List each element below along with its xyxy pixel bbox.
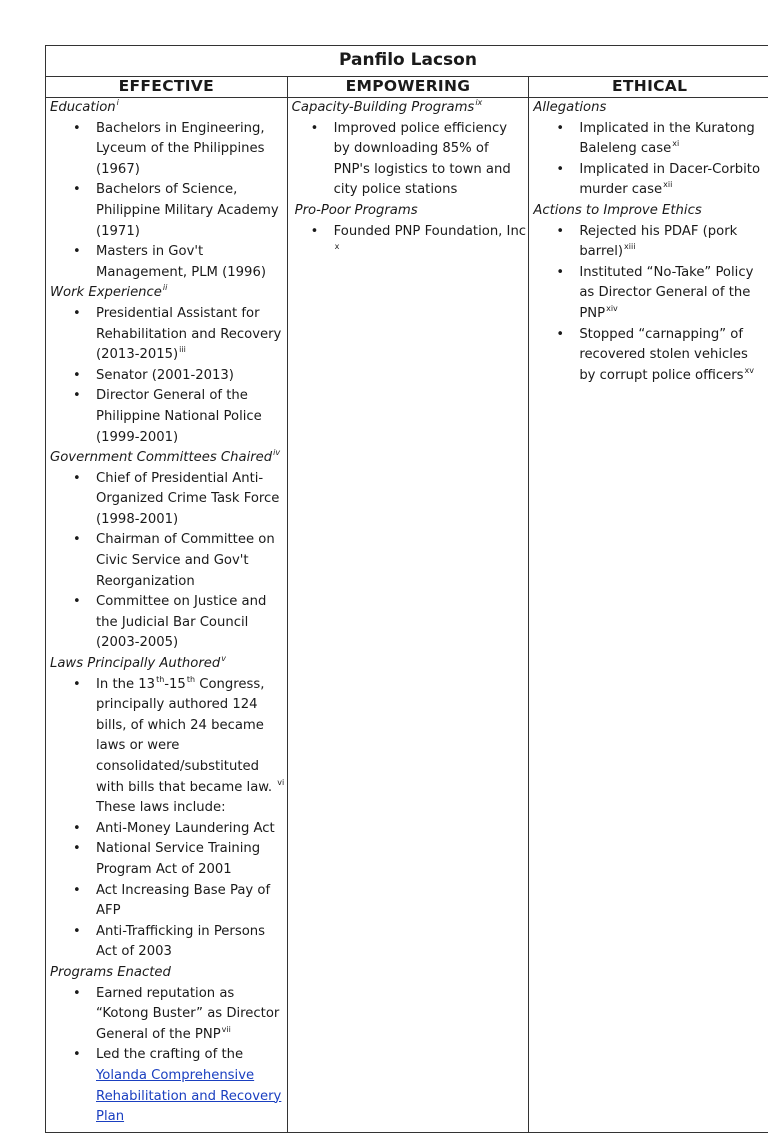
list-item: • Bachelors of Science, Philippine Military Academy (1971) bbox=[96, 180, 285, 242]
list-item-text: Presidential Assistant for Rehabilitation and Recovery (2013-2015) bbox=[96, 306, 281, 362]
list-item bbox=[96, 984, 285, 1046]
text-run: In the 13 bbox=[96, 677, 155, 692]
list-item: • Bachelors in Engineering, Lyceum of the Philippines (1967) bbox=[96, 119, 285, 181]
list-item: • Committee on Justice and the Judicial Bar Council (2003-2005) bbox=[96, 592, 285, 654]
section-actions-ethics: Actions to Improve Ethics bbox=[533, 201, 768, 222]
list-item bbox=[334, 222, 527, 263]
list-item: • Chief of Presidential Anti-Organized Crime Task Force (1998-2001) bbox=[96, 469, 285, 531]
footnote-ref: x bbox=[335, 242, 340, 251]
list-item bbox=[96, 366, 285, 387]
allegations-list bbox=[533, 119, 768, 201]
list-item-text: Stopped “carnapping” of recovered stolen vehicles by corrupt police officers bbox=[579, 327, 748, 383]
header-empowering: EMPOWERING bbox=[287, 77, 529, 98]
text-run: Congress, principally authored 124 bills, of which 24 became laws or were consolidated/substituted with bills that became law. bbox=[96, 677, 272, 795]
education-list bbox=[50, 119, 285, 284]
footnote-ref: i bbox=[117, 98, 119, 107]
footnote-ref: xiii bbox=[624, 242, 635, 251]
yolanda-plan-link[interactable]: Yolanda Comprehensive Rehabilitation and Recovery Plan bbox=[96, 1068, 281, 1124]
section-programs: Programs Enacted bbox=[50, 963, 285, 984]
section-label: Laws Principally Authored bbox=[50, 656, 220, 671]
list-item-text: Implicated in Dacer-Corbito murder case bbox=[579, 162, 760, 198]
list-item-text: Rejected his PDAF (pork barrel) bbox=[579, 224, 737, 260]
section-work-experience bbox=[50, 283, 285, 304]
footnote-ref: xv bbox=[745, 366, 754, 375]
committees-list bbox=[50, 469, 285, 654]
list-item: • Improved police efficiency by downloading 85% of PNP's logistics to town and city police stations bbox=[334, 119, 527, 201]
section-label: Capacity-Building Programs bbox=[292, 100, 475, 115]
table-title: Panfilo Lacson bbox=[46, 46, 768, 77]
ordinal-suffix: th bbox=[156, 675, 164, 684]
list-item-text: Implicated in the Kuratong Baleleng case bbox=[579, 121, 754, 157]
candidate-table bbox=[45, 45, 768, 1133]
list-item: • Masters in Gov't Management, PLM (1996) bbox=[96, 242, 285, 283]
section-pro-poor: Pro-Poor Programs bbox=[292, 201, 527, 222]
column-ethical bbox=[529, 98, 768, 1133]
section-label: Work Experience bbox=[50, 285, 162, 300]
text-run: -15 bbox=[164, 677, 186, 692]
header-effective: EFFECTIVE bbox=[46, 77, 288, 98]
actions-list bbox=[533, 222, 768, 387]
programs-list bbox=[50, 984, 285, 1128]
section-committees bbox=[50, 448, 285, 469]
list-item bbox=[579, 325, 768, 387]
list-item-text: Director General of the Philippine National Police (1999-2001) bbox=[96, 388, 262, 444]
footnote-ref: ii bbox=[163, 283, 167, 292]
footnote-ref: vi bbox=[277, 778, 284, 787]
pro-poor-list bbox=[292, 222, 527, 263]
list-item-text: Earned reputation as “Kotong Buster” as Director General of the PNP bbox=[96, 986, 279, 1042]
list-item: • National Service Training Program Act of 2001 bbox=[96, 839, 285, 880]
document-page bbox=[45, 45, 768, 1133]
section-education bbox=[50, 98, 285, 119]
laws-list bbox=[50, 675, 285, 963]
footnote-ref: iii bbox=[179, 345, 186, 354]
list-item: • Act Increasing Base Pay of AFP bbox=[96, 881, 285, 922]
list-item bbox=[579, 119, 768, 160]
footnote-ref: iv bbox=[273, 448, 280, 457]
section-label: Education bbox=[50, 100, 116, 115]
section-laws bbox=[50, 654, 285, 675]
ordinal-suffix: th bbox=[187, 675, 195, 684]
list-item: • Anti-Money Laundering Act bbox=[96, 819, 285, 840]
list-item-text: Senator (2001-2013) bbox=[96, 368, 234, 383]
text-run: These laws include: bbox=[96, 800, 226, 815]
list-item-text: Led the crafting of the bbox=[96, 1047, 243, 1062]
list-item-text: Instituted “No-Take” Policy as Director General of the PNP bbox=[579, 265, 753, 321]
section-capacity-building bbox=[292, 98, 527, 119]
section-allegations: Allegations bbox=[533, 98, 768, 119]
list-item: • Chairman of Committee on Civic Service and Gov't Reorganization bbox=[96, 530, 285, 592]
capacity-list bbox=[292, 119, 527, 201]
list-item bbox=[579, 263, 768, 325]
list-item bbox=[96, 304, 285, 366]
list-item bbox=[96, 1045, 285, 1127]
header-ethical: ETHICAL bbox=[529, 77, 768, 98]
list-item bbox=[579, 222, 768, 263]
list-item-text: Founded PNP Foundation, Inc bbox=[334, 224, 526, 239]
list-item bbox=[96, 675, 285, 819]
footnote-ref: vii bbox=[222, 1025, 231, 1034]
footnote-ref: v bbox=[221, 654, 226, 663]
column-effective bbox=[46, 98, 288, 1133]
footnote-ref: xii bbox=[663, 180, 672, 189]
footnote-ref: xi bbox=[672, 139, 679, 148]
list-item bbox=[96, 386, 285, 448]
list-item: • Anti-Trafficking in Persons Act of 2003 bbox=[96, 922, 285, 963]
work-list bbox=[50, 304, 285, 448]
section-label: Government Committees Chaired bbox=[50, 450, 272, 465]
footnote-ref: ix bbox=[475, 98, 482, 107]
footnote-ref: xiv bbox=[606, 304, 618, 313]
list-item bbox=[579, 160, 768, 201]
column-empowering bbox=[287, 98, 529, 1133]
